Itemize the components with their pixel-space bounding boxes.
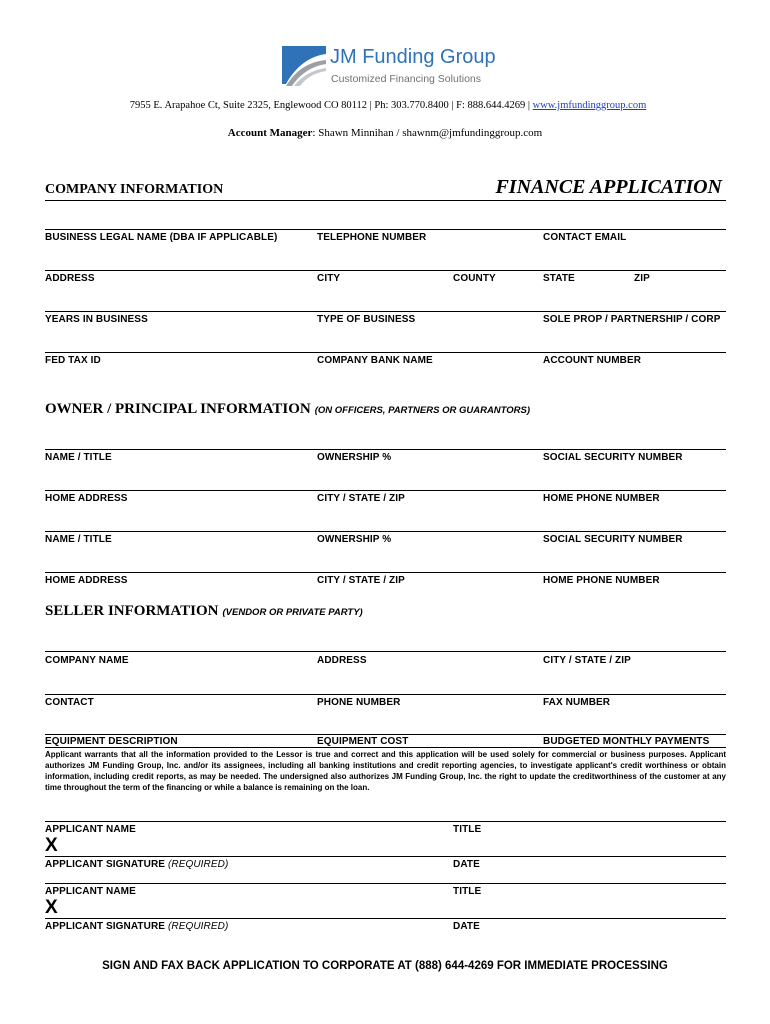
- address-line: [68, 100, 708, 111]
- seller-phone-field[interactable]: PHONE NUMBER: [317, 697, 401, 708]
- owner-city-state-zip-field[interactable]: CITY / STATE / ZIP: [317, 493, 405, 504]
- equipment-description-field[interactable]: EQUIPMENT DESCRIPTION: [45, 736, 178, 747]
- logo-swoosh-icon: [280, 42, 330, 88]
- seller-section-heading: [45, 603, 363, 620]
- applicant-signature-field[interactable]: [45, 921, 228, 932]
- website-link[interactable]: www.jmfundinggroup.com: [532, 100, 647, 111]
- owner-home-phone-field[interactable]: HOME PHONE NUMBER: [543, 493, 660, 504]
- footer-instruction: SIGN AND FAX BACK APPLICATION TO CORPORATE AT (888) 644-4269 FOR IMMEDIATE PROCESSING: [102, 960, 668, 972]
- entity-type-field[interactable]: SOLE PROP / PARTNERSHIP / CORP: [543, 314, 721, 325]
- contact-email-field[interactable]: CONTACT EMAIL: [543, 232, 627, 243]
- seller-city-state-zip-field[interactable]: CITY / STATE / ZIP: [543, 655, 631, 666]
- company-logo: [280, 40, 510, 90]
- business-legal-name-field[interactable]: BUSINESS LEGAL NAME (DBA IF APPLICABLE): [45, 232, 278, 243]
- owner-section-note: (ON OFFICERS, PARTNERS OR GUARANTORS): [314, 405, 531, 416]
- owner-section-heading: [45, 401, 530, 418]
- applicant-signature-label: APPLICANT SIGNATURE: [45, 859, 166, 870]
- signature-x-mark: X: [45, 835, 58, 856]
- date-field[interactable]: DATE: [453, 859, 480, 870]
- company-bank-name-field[interactable]: COMPANY BANK NAME: [317, 355, 433, 366]
- years-in-business-field[interactable]: YEARS IN BUSINESS: [45, 314, 148, 325]
- owner2-home-phone-field[interactable]: HOME PHONE NUMBER: [543, 575, 660, 586]
- field-line: [45, 449, 726, 450]
- field-line: [45, 651, 726, 652]
- seller-contact-field[interactable]: CONTACT: [45, 697, 94, 708]
- account-number-field[interactable]: ACCOUNT NUMBER: [543, 355, 642, 366]
- applicant-signature-label: APPLICANT SIGNATURE: [45, 921, 166, 932]
- owner-home-address-field[interactable]: HOME ADDRESS: [45, 493, 128, 504]
- field-line: [45, 883, 726, 884]
- account-manager-value: : Shawn Minnihan / shawnm@jmfundinggroup.com: [312, 127, 543, 139]
- state-field[interactable]: STATE: [543, 273, 575, 284]
- company-info-heading: COMPANY INFORMATION: [45, 182, 224, 197]
- title-field[interactable]: TITLE: [453, 886, 482, 897]
- seller-fax-field[interactable]: FAX NUMBER: [543, 697, 611, 708]
- date-field[interactable]: DATE: [453, 921, 480, 932]
- account-manager: [0, 127, 770, 139]
- owner2-ownership-field[interactable]: OWNERSHIP %: [317, 534, 392, 545]
- field-line: [45, 856, 726, 857]
- required-note: (REQUIRED): [167, 859, 229, 870]
- finance-application-title: FINANCE APPLICATION: [495, 176, 722, 198]
- logo-tagline: Customized Financing Solutions: [331, 73, 481, 85]
- seller-section-note: (VENDOR OR PRIVATE PARTY): [222, 607, 363, 618]
- field-line: [45, 229, 726, 230]
- field-line: [45, 490, 726, 491]
- field-line: [45, 918, 726, 919]
- signature-x-mark: X: [45, 897, 58, 918]
- applicant-name-field[interactable]: APPLICANT NAME: [45, 824, 136, 835]
- field-line: [45, 311, 726, 312]
- field-line: [45, 352, 726, 353]
- owner2-city-state-zip-field[interactable]: CITY / STATE / ZIP: [317, 575, 405, 586]
- owner-section-title: OWNER / PRINCIPAL INFORMATION: [45, 401, 311, 417]
- type-of-business-field[interactable]: TYPE OF BUSINESS: [317, 314, 416, 325]
- applicant-signature-field[interactable]: [45, 859, 228, 870]
- owner-ownership-field[interactable]: OWNERSHIP %: [317, 452, 392, 463]
- telephone-number-field[interactable]: TELEPHONE NUMBER: [317, 232, 427, 243]
- county-field[interactable]: COUNTY: [453, 273, 496, 284]
- field-line: [45, 821, 726, 822]
- owner-name-title-field[interactable]: NAME / TITLE: [45, 452, 112, 463]
- zip-field[interactable]: ZIP: [634, 273, 650, 284]
- seller-section-title: SELLER INFORMATION: [45, 603, 219, 619]
- owner2-name-title-field[interactable]: NAME / TITLE: [45, 534, 112, 545]
- address-field[interactable]: ADDRESS: [45, 273, 95, 284]
- disclaimer-text: Applicant warrants that all the information provided to the Lessor is true and correct and this application will be used solely for commercial or business purposes. Applicant authorizes JM Funding Group, Inc. and/or its assignees, including all banking institutions and credit reporting agencies, to investigate applicant's credit worthiness or obtain information, including credit reports, as may be needed. The undersigned also authorizes JM Funding Group, Inc. the right to update the creditworthiness of the customer at any time throughout the term of the financing or while a balance is remaining on the loan.: [45, 750, 726, 792]
- seller-address-field[interactable]: ADDRESS: [317, 655, 367, 666]
- owner2-ssn-field[interactable]: SOCIAL SECURITY NUMBER: [543, 534, 683, 545]
- budgeted-monthly-payments-field[interactable]: BUDGETED MONTHLY PAYMENTS: [543, 736, 710, 747]
- address-text: 7955 E. Arapahoe Ct, Suite 2325, Englewood CO 80112 | Ph: 303.770.8400 | F: 888.644.4269 |: [129, 100, 530, 111]
- title-field[interactable]: TITLE: [453, 824, 482, 835]
- owner2-home-address-field[interactable]: HOME ADDRESS: [45, 575, 128, 586]
- divider: [45, 200, 726, 201]
- required-note: (REQUIRED): [167, 921, 229, 932]
- logo-name: JM Funding Group: [330, 46, 496, 68]
- account-manager-label: Account Manager: [227, 127, 313, 139]
- owner-ssn-field[interactable]: SOCIAL SECURITY NUMBER: [543, 452, 683, 463]
- field-line: [45, 734, 726, 735]
- field-line: [45, 531, 726, 532]
- applicant-name-field[interactable]: APPLICANT NAME: [45, 886, 136, 897]
- seller-company-name-field[interactable]: COMPANY NAME: [45, 655, 129, 666]
- field-line: [45, 694, 726, 695]
- equipment-cost-field[interactable]: EQUIPMENT COST: [317, 736, 409, 747]
- field-line: [45, 747, 726, 748]
- field-line: [45, 270, 726, 271]
- fed-tax-id-field[interactable]: FED TAX ID: [45, 355, 101, 366]
- field-line: [45, 572, 726, 573]
- city-field[interactable]: CITY: [317, 273, 341, 284]
